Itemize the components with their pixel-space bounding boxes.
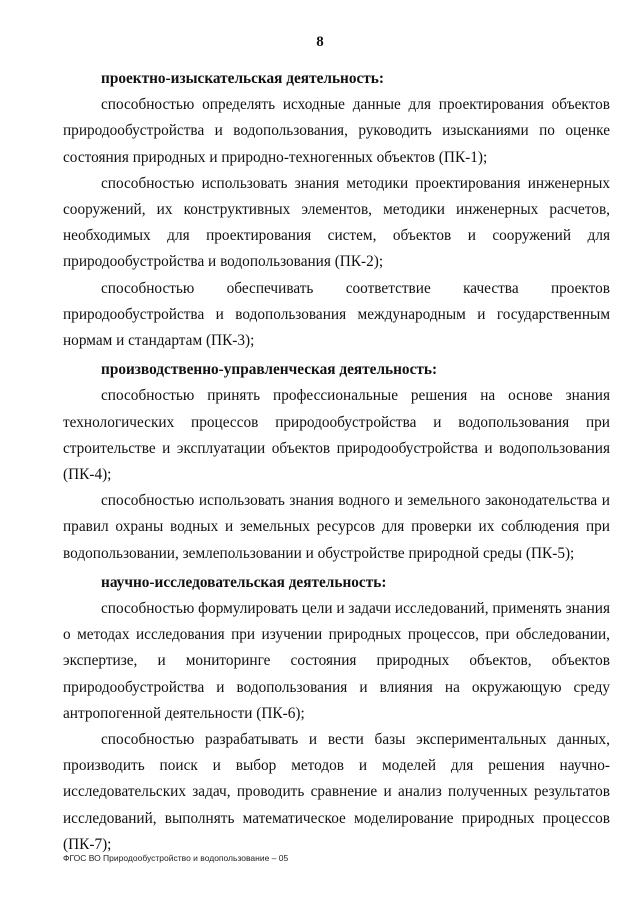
page-number: 8 <box>316 34 324 50</box>
competence-pk-6: способностью формулировать цели и задачи исследований, применять знания о методах исследования при изучении природных процессов, при обследовании, экспертизе, и мониторинге состояния природных объектов, объектов природообустройства и водопользования и влияния на окружающую среду антропогенной деятельности (ПК-6); <box>63 600 610 722</box>
competence-pk-2: способностью использовать знания методики проектирования инженерных сооружений, их конструктивных элементов, методики инженерных расчетов, необходимых для проектирования систем, объектов и сооружений для природообустройства и водопользования (ПК-2); <box>63 174 610 271</box>
competence-pk-7: способностью разрабатывать и вести базы экспериментальных данных, производить поиск и выбор методов и моделей для решения научно-исследовательских задач, проводить сравнение и анализ полученных результатов исследований, выполнять математическое моделирование природных процессов (ПК-7); <box>63 731 610 853</box>
document-body <box>63 66 610 858</box>
competence-pk-4: способностью принять профессиональные решения на основе знания технологических процессов природообустройства и водопользования при строительстве и эксплуатации объектов природообустройства и водопользования (ПК-4); <box>63 387 610 484</box>
competence-pk-1: способностью определять исходные данные для проектирования объектов природообустройства и водопользования, руководить изысканиями по оценке состояния природных и природно-техногенных объектов (ПК-1); <box>63 96 610 166</box>
section-heading-production-management: производственно-управленческая деятельность: <box>101 361 438 379</box>
competence-pk-5: способностью использовать знания водного и земельного законодательства и правил охраны водных и земельных ресурсов для проверки их соблюдения при водопользовании, землепользовании и обустройстве природной среды (ПК-5); <box>63 492 610 562</box>
section-heading-design-survey: проектно-изыскательская деятельность: <box>101 70 384 87</box>
page-footer: ФГОС ВО Природообустройство и водопользование – 05 <box>63 853 289 863</box>
section-heading-research: научно-исследовательская деятельность: <box>101 573 387 591</box>
competence-pk-3: способностью обеспечивать соответствие качества проектов природообустройства и водопользования международным и государственным нормам и стандартам (ПК-3); <box>63 279 610 350</box>
